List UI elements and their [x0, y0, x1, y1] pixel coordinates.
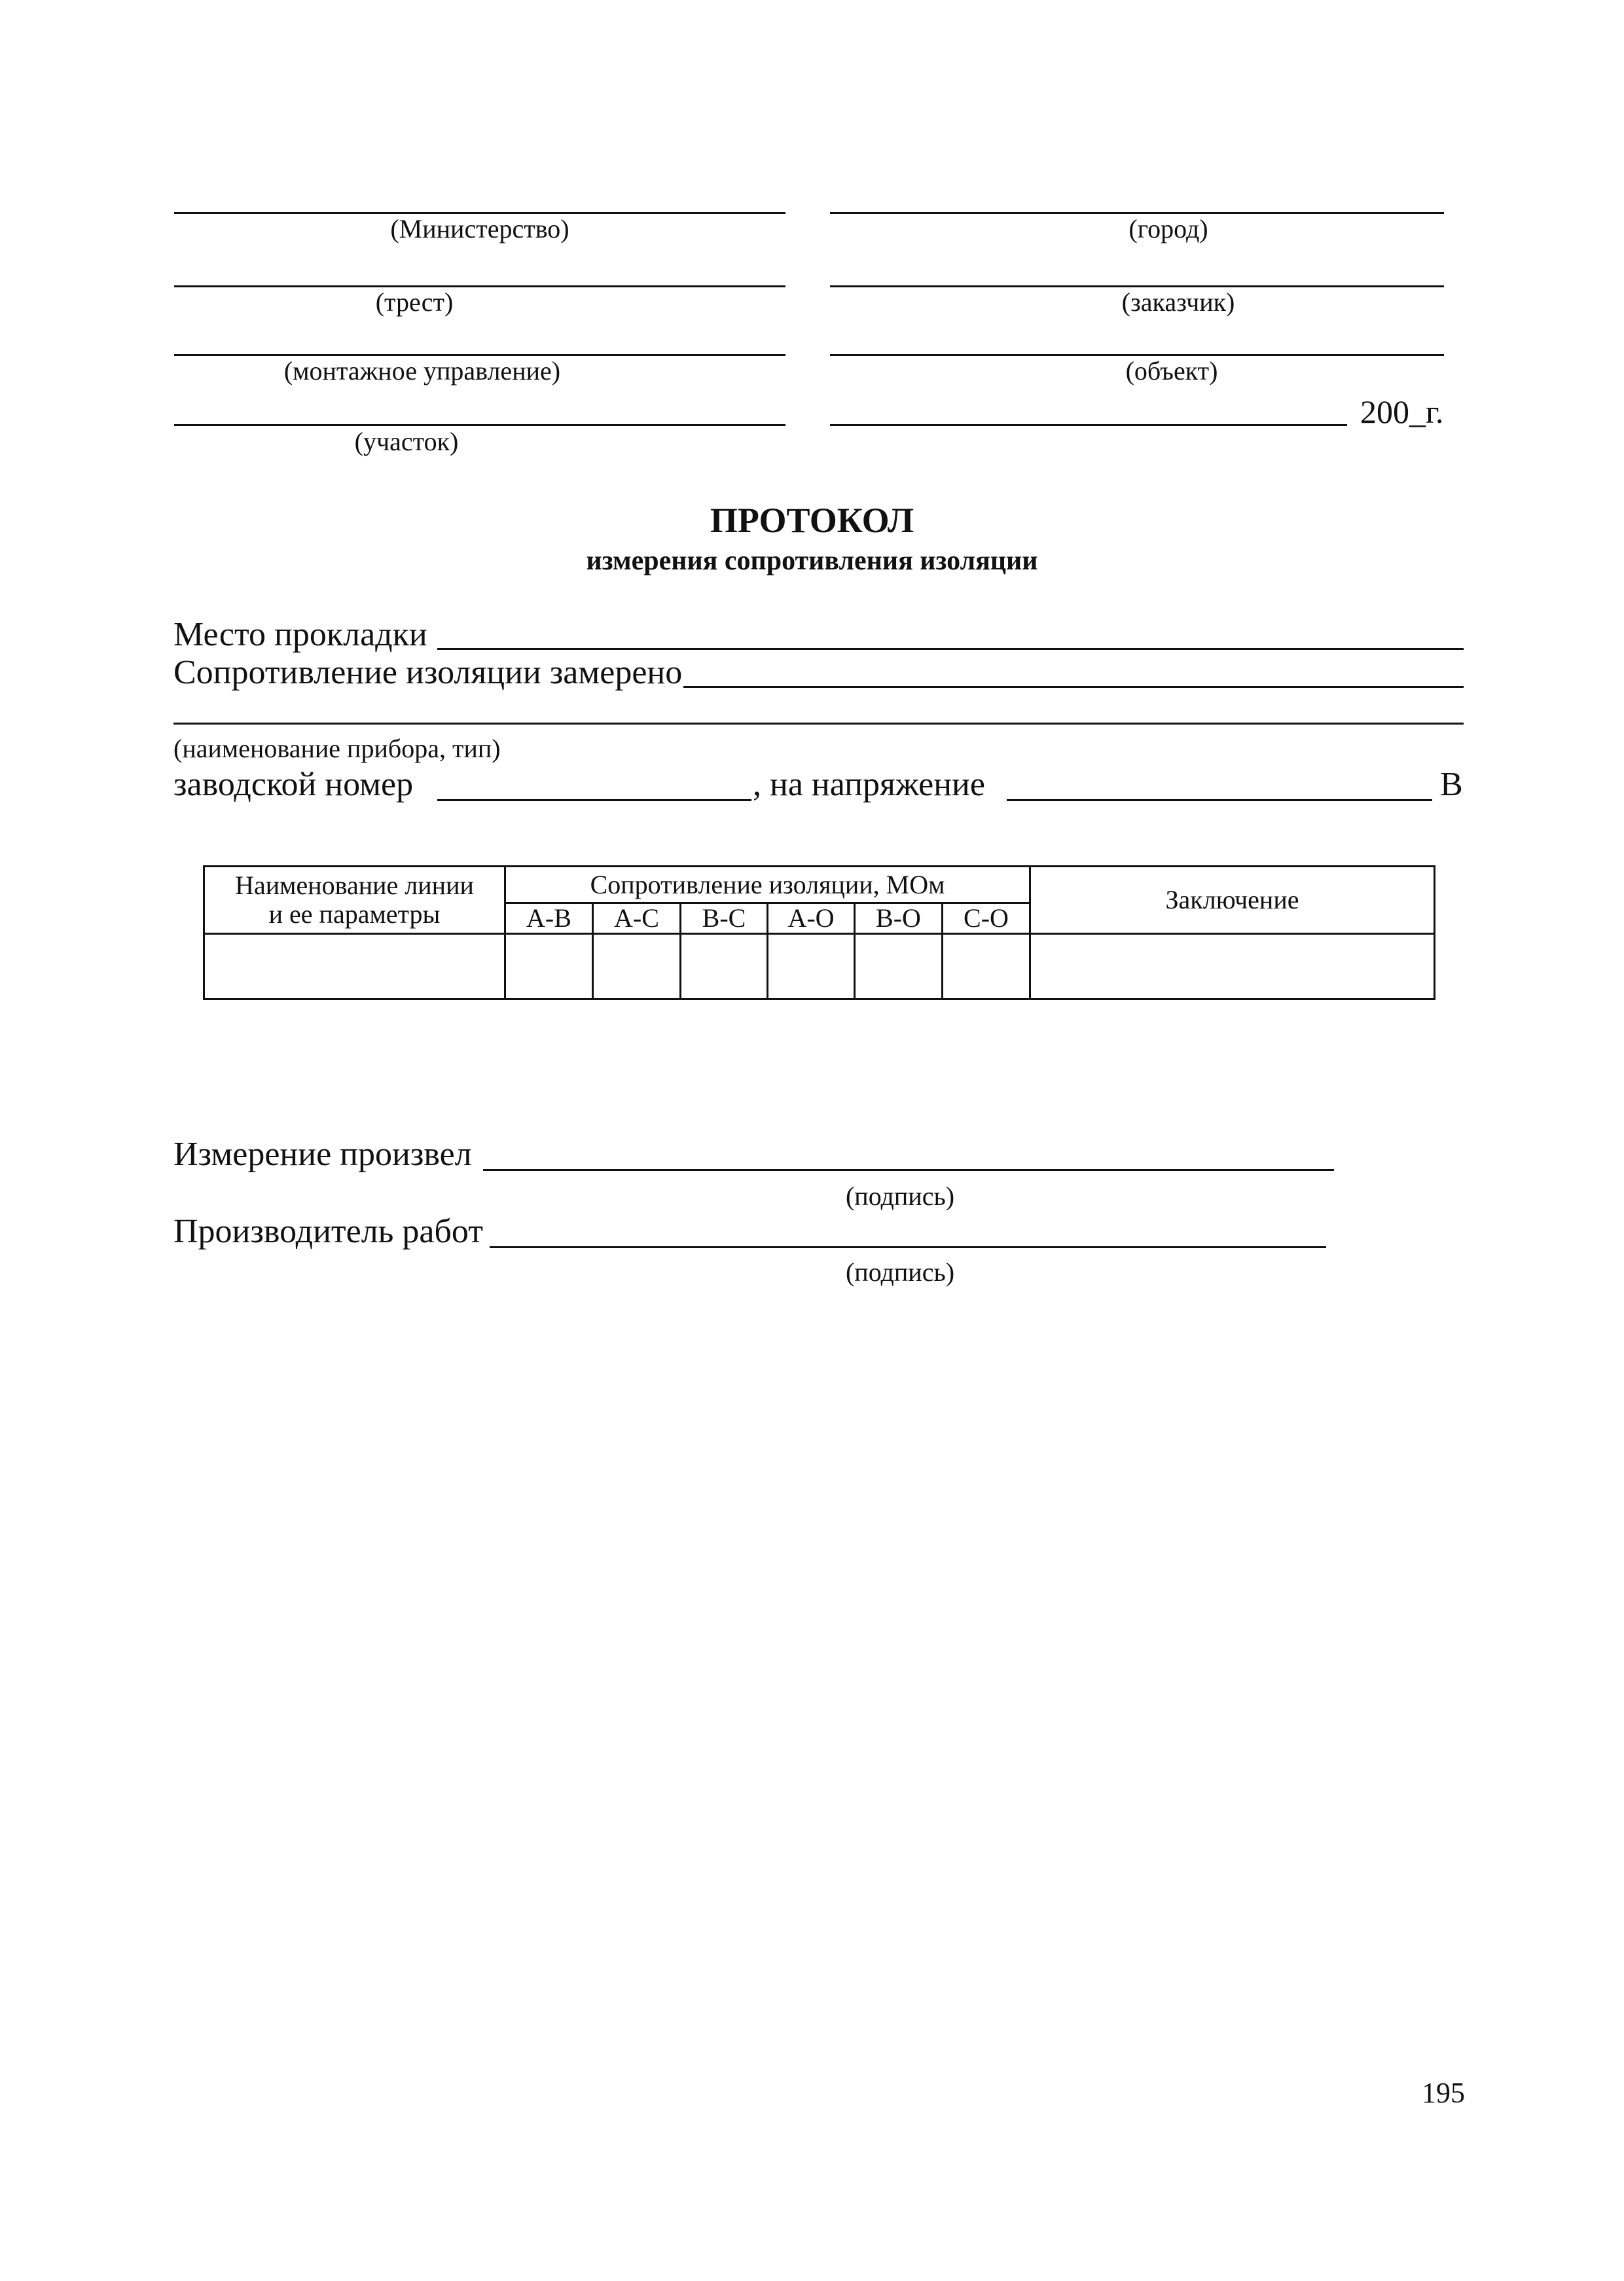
- phase-value-cell[interactable]: [943, 934, 1030, 999]
- page-title: ПРОТОКОЛ: [710, 501, 914, 540]
- phase-value-cell[interactable]: [681, 934, 768, 999]
- foreman-caption: (подпись): [845, 1257, 955, 1287]
- resistance-label: Сопротивление изоляции замерено: [173, 654, 683, 691]
- line-header-text-1: Наименование линии: [235, 871, 474, 900]
- date-line[interactable]: [830, 424, 1347, 426]
- trust-caption: (трест): [375, 287, 454, 317]
- section-line[interactable]: [174, 424, 785, 426]
- installation-dept-caption: (монтажное управление): [283, 356, 561, 386]
- measured-by-label: Измерение произвел: [173, 1136, 472, 1173]
- phase-value-cell[interactable]: [855, 934, 943, 999]
- phase-header: А-О: [768, 903, 855, 934]
- object-caption: (объект): [1125, 356, 1218, 386]
- phase-header: В-О: [855, 903, 943, 934]
- phase-value-cell[interactable]: [768, 934, 855, 999]
- resistance-input-line[interactable]: [683, 686, 1464, 688]
- resistance-header: Сопротивление изоляции, МОм: [505, 867, 1030, 903]
- voltage-label: , на напряжение: [753, 766, 985, 803]
- phase-value-cell[interactable]: [593, 934, 681, 999]
- year-suffix: 200_г.: [1360, 393, 1444, 430]
- phase-value-cell[interactable]: [505, 934, 593, 999]
- trust-line[interactable]: [174, 285, 785, 287]
- phase-header: А-В: [505, 903, 593, 934]
- measurement-table: [203, 865, 1435, 1000]
- conclusion-header: Заключение: [1030, 867, 1435, 934]
- customer-caption: (заказчик): [1121, 287, 1235, 317]
- foreman-signature-line[interactable]: [490, 1246, 1326, 1248]
- city-caption: (город): [1128, 214, 1208, 243]
- measured-by-signature-line[interactable]: [483, 1169, 1334, 1171]
- serial-label: заводской номер: [173, 766, 414, 803]
- foreman-label: Производитель работ: [173, 1213, 483, 1250]
- line-header-text-2: и ее параметры: [268, 899, 441, 929]
- phase-header: А-С: [593, 903, 681, 934]
- section-caption: (участок): [354, 427, 459, 456]
- line-value-cell[interactable]: [204, 934, 505, 999]
- device-input-line[interactable]: [173, 723, 1464, 725]
- page-subtitle: измерения сопротивления изоляции: [586, 546, 1038, 576]
- page-number: 195: [1422, 2077, 1465, 2109]
- voltage-input-line[interactable]: [1007, 799, 1432, 801]
- conclusion-value-cell[interactable]: [1030, 934, 1435, 999]
- ministry-caption: (Министерство): [390, 214, 569, 243]
- measured-by-caption: (подпись): [845, 1181, 955, 1211]
- phase-header: В-С: [681, 903, 768, 934]
- voltage-unit: В: [1440, 766, 1463, 803]
- phase-header: С-О: [943, 903, 1030, 934]
- device-caption: (наименование прибора, тип): [173, 734, 501, 763]
- line-header-cell: [204, 867, 505, 934]
- serial-input-line[interactable]: [437, 799, 751, 801]
- place-label: Место прокладки: [173, 616, 427, 653]
- place-input-line[interactable]: [437, 648, 1464, 650]
